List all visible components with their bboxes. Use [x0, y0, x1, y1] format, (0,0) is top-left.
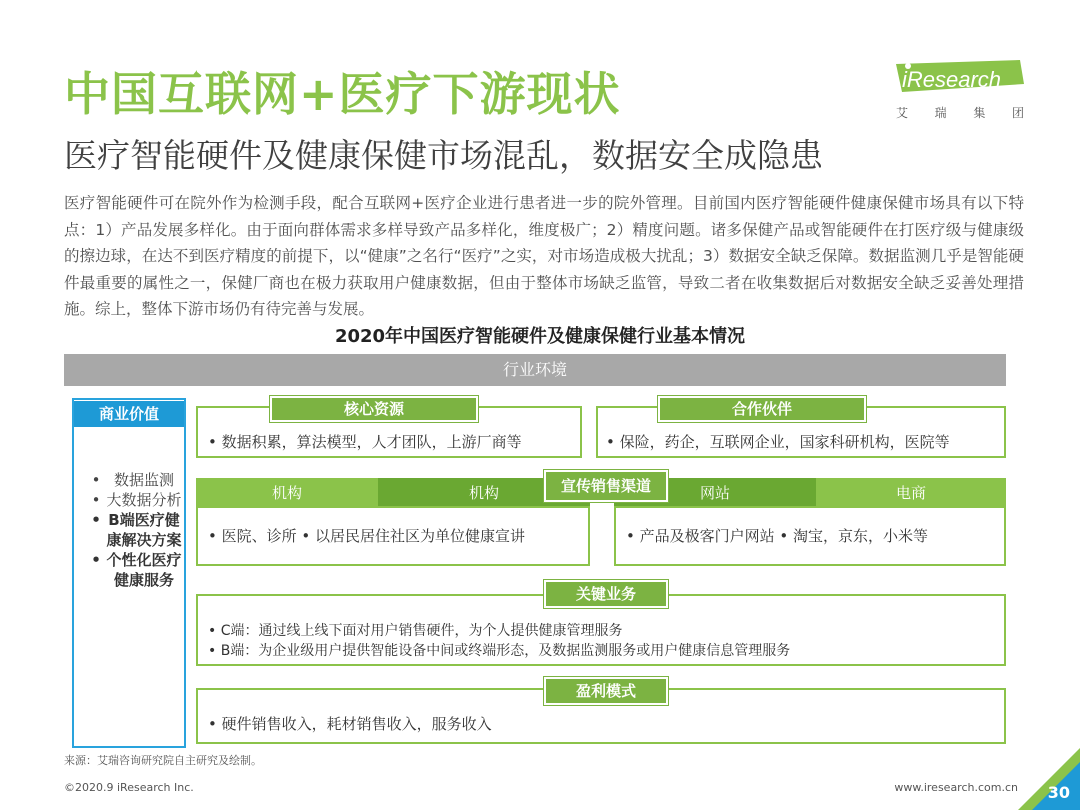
logo-char: 艾 [896, 106, 909, 120]
iresearch-logo [892, 58, 1024, 124]
list-item [86, 490, 182, 510]
page-title: 中国互联网+医疗下游现状 [64, 67, 621, 121]
intro-paragraph: 医疗智能硬件可在院外作为检测手段，配合互联网+医疗企业进行患者进一步的院外管理。目前国内医疗智能硬件健康保健市场具有以下特点：1）产品发展多样化。由于面向群体需求多样导致产品多样化，维度极广；2）精度问题。诸多保健产品或智能硬件在打医疗级与健康级的擦边球，在达不到医疗精度的前提下，以“健康”之名行“医疗”之实，对市场造成极大扰乱；3）数据安全缺乏保障。数据监测几乎是智能硬件最重要的属性之一，保健厂商也在极力获取用户健康数据，但由于整体市场缺乏监管，导致二者在收集数据后对数据安全缺乏妥善处理措施。综上，整体下游市场仍有待完善与发展。 [64, 194, 1024, 318]
channel-head-ecommerce: 电商 [816, 478, 1006, 508]
partners-label: 合作伙伴 [658, 396, 866, 422]
copyright: ©2020.9 iResearch Inc. [64, 781, 194, 794]
list-item [86, 510, 182, 550]
list-item-text: B端医疗健康解决方案 [106, 511, 182, 549]
diagram-title: 2020年中国医疗智能硬件及健康保健行业基本情况 [334, 326, 746, 347]
channel-head-website: 网站 [614, 478, 816, 508]
bullet: • [91, 491, 101, 509]
business-value-label: 商业价值 [74, 401, 184, 427]
core-resources-text: • 数据积累，算法模型，人才团队，上游厂商等 [208, 433, 522, 451]
logo-chinese-name [896, 104, 1024, 121]
core-resources-label: 核心资源 [270, 396, 478, 422]
key-business-b-text: • B端：为企业级用户提供智能设备中间或终端形态，及数据监测服务或用户健康信息管理服务 [208, 643, 791, 659]
channels-right-text: • 产品及极客门户网站 • 淘宝，京东，小米等 [626, 527, 929, 545]
logo-wordmark-text: iResearch [902, 67, 1002, 92]
bullet: • [91, 551, 101, 569]
list-item [86, 470, 182, 490]
profit-model-label: 盈利模式 [544, 677, 668, 705]
industry-environment-bar: 行业环境 [64, 354, 1006, 386]
partners-text: • 保险，药企，互联网企业，国家科研机构，医院等 [606, 433, 950, 451]
key-business-label: 关键业务 [544, 580, 668, 608]
list-item-text: 数据监测 [113, 471, 174, 489]
channel-head-institution: 机构 [196, 478, 378, 508]
list-item [86, 550, 182, 590]
page-subtitle: 医疗智能硬件及健康保健市场混乱，数据安全成隐患 [64, 136, 823, 175]
profit-model-text: • 硬件销售收入，耗材销售收入，服务收入 [208, 715, 492, 733]
logo-char: 集 [973, 106, 986, 120]
bullet: • [91, 511, 101, 529]
logo-char: 团 [1011, 106, 1024, 120]
list-item-text: 个性化医疗健康服务 [106, 551, 182, 589]
bullet: • [91, 471, 101, 489]
business-value-list [86, 470, 182, 590]
logo-char: 瑞 [934, 106, 947, 120]
channels-label: 宣传销售渠道 [544, 470, 668, 502]
channel-head-institution: 机构 [378, 478, 590, 508]
source-note: 来源：艾瑞咨询研究院自主研究及绘制。 [64, 754, 262, 767]
iresearch-wordmark-icon [892, 58, 1024, 98]
key-business-c-text: • C端：通过线上线下面对用户销售硬件，为个人提供健康管理服务 [208, 623, 623, 639]
page-number: 30 [1047, 783, 1070, 802]
website-url: www.iresearch.com.cn [894, 781, 1018, 794]
channels-left-text: • 医院、诊所 • 以居民居住社区为单位健康宣讲 [208, 527, 526, 545]
list-item-text: 大数据分析 [106, 491, 182, 509]
